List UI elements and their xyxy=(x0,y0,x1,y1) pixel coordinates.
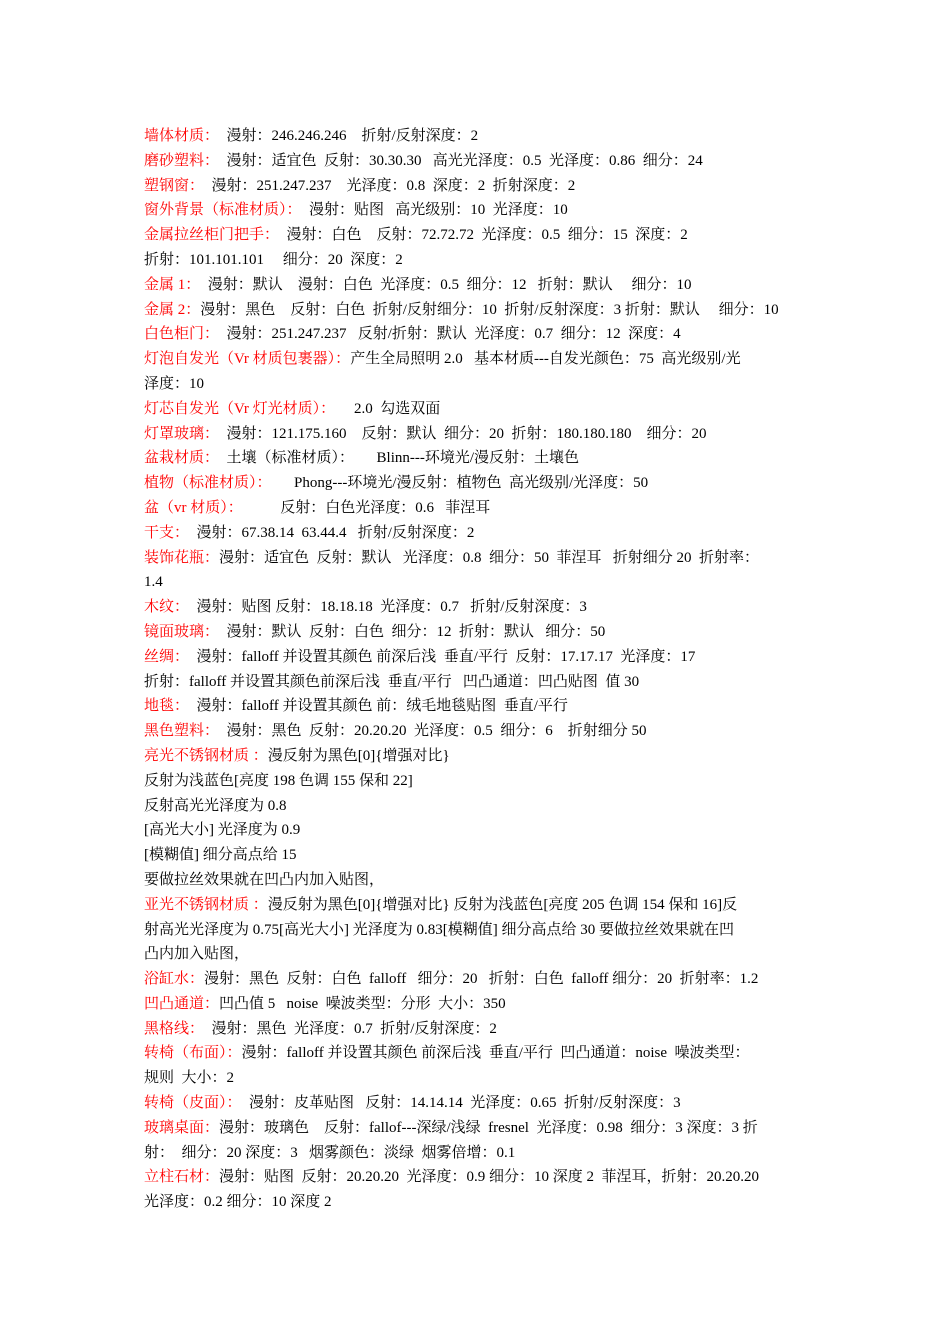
material-parameters: 漫射：251.247.237 反射/折射：默认 光泽度：0.7 细分：12 深度：4 xyxy=(219,326,681,343)
material-parameters: Phong---环境光/漫反射：植物色 高光级别/光泽度：50 xyxy=(271,475,649,492)
text-line xyxy=(144,124,810,149)
material-label: 立柱石材： xyxy=(144,1169,220,1186)
material-parameters: 反射：白色光泽度：0.6 菲涅耳 xyxy=(242,499,491,516)
material-parameters: 漫射：黑色 反射：白色 falloff 细分：20 折射：白色 falloff 细分：20 折射率：1.2 xyxy=(204,971,759,988)
material-label: 灯芯自发光（Vr 灯光材质）： xyxy=(144,400,336,417)
material-parameters: 折射：falloff 并设置其颜色前深后浅 垂直/平行 凹凸通道：凹凸贴图 值 30 xyxy=(144,673,640,690)
material-parameters: 凸内加入贴图， xyxy=(144,946,250,963)
text-line xyxy=(144,298,810,323)
document-body xyxy=(144,124,810,1215)
text-line xyxy=(144,496,810,521)
text-line xyxy=(144,1041,810,1066)
material-label: 玻璃桌面： xyxy=(144,1119,220,1136)
text-line xyxy=(144,992,810,1017)
material-parameters: 漫射：黑色 反射：20.20.20 光泽度：0.5 细分：6 折射细分 50 xyxy=(219,723,647,740)
material-parameters: 漫射：121.175.160 反射：默认 细分：20 折射：180.180.180 细分：20 xyxy=(219,425,707,442)
material-label: 盆栽材质： xyxy=(144,450,220,467)
material-label: 木纹： xyxy=(144,599,190,616)
material-label: 干支： xyxy=(144,524,190,541)
material-parameters: 漫射：67.38.14 63.44.4 折射/反射深度：2 xyxy=(189,524,475,541)
material-parameters: 漫射：玻璃色 反射：fallof---深绿/浅绿 fresnel 光泽度：0.98 细分：3 深度：3 折 xyxy=(219,1119,758,1136)
text-line xyxy=(144,397,810,422)
material-parameters: 漫射：falloff 并设置其颜色 前：绒毛地毯贴图 垂直/平行 xyxy=(189,698,568,715)
material-parameters: 漫反射为黑色[0]{增强对比} xyxy=(267,747,450,764)
text-line xyxy=(144,521,810,546)
material-parameters: 漫射：适宜色 反射：默认 光泽度：0.8 细分：50 菲涅耳 折射细分 20 折射率： xyxy=(219,549,760,566)
material-label: 装饰花瓶： xyxy=(144,549,220,566)
material-parameters: 反射为浅蓝色[亮度 198 色调 155 保和 22] xyxy=(144,772,413,789)
material-parameters: 漫射：黑色 光泽度：0.7 折射/反射深度：2 xyxy=(204,1020,497,1037)
text-line xyxy=(144,198,810,223)
text-line xyxy=(144,174,810,199)
text-line xyxy=(144,1017,810,1042)
text-line xyxy=(144,1165,810,1190)
material-parameters: 漫射：白色 反射：72.72.72 光泽度：0.5 细分：15 深度：2 xyxy=(279,227,688,244)
text-line xyxy=(144,248,810,273)
material-parameters: 要做拉丝效果就在凹凸内加入贴图， xyxy=(144,871,385,888)
text-line xyxy=(144,223,810,248)
material-parameters: 反射高光光泽度为 0.8 xyxy=(144,797,287,814)
text-line xyxy=(144,273,810,298)
material-parameters: 产生全局照明 2.0 基本材质---自发光颜色：75 高光级别/光 xyxy=(350,351,741,368)
material-parameters: 漫射：默认 反射：白色 细分：12 折射：默认 细分：50 xyxy=(219,623,606,640)
text-line xyxy=(144,149,810,174)
text-line xyxy=(144,918,810,943)
material-parameters: 漫射：适宜色 反射：30.30.30 高光光泽度：0.5 光泽度：0.86 细分：24 xyxy=(219,152,703,169)
material-parameters: 漫射：黑色 反射：白色 折射/反射细分：10 折射/反射深度：3 折射：默认 细分：10 xyxy=(200,301,779,318)
material-label: 白色柜门： xyxy=(144,326,220,343)
material-parameters: 漫射：贴图 反射：18.18.18 光泽度：0.7 折射/反射深度：3 xyxy=(189,599,587,616)
material-label: 墙体材质： xyxy=(144,128,220,144)
material-parameters: 漫射：皮革贴图 反射：14.14.14 光泽度：0.65 折射/反射深度：3 xyxy=(241,1095,681,1112)
text-line xyxy=(144,694,810,719)
text-line xyxy=(144,347,810,372)
text-line xyxy=(144,843,810,868)
material-parameters: [模糊值] 细分高点给 15 xyxy=(144,847,297,864)
material-parameters: 漫射：falloff 并设置其颜色 前深后浅 垂直/平行 凹凸通道：noise 噪波类型： xyxy=(241,1045,750,1062)
text-line xyxy=(144,595,810,620)
material-parameters: 漫射：贴图 高光级别：10 光泽度：10 xyxy=(301,202,568,219)
material-label: 黑色塑料： xyxy=(144,723,220,740)
material-parameters: 漫射：贴图 反射：20.20.20 光泽度：0.9 细分：10 深度 2 菲涅耳，折射：20.20.20 xyxy=(219,1169,760,1186)
material-label: 灯泡自发光（Vr 材质包裹器）： xyxy=(144,351,351,368)
text-line xyxy=(144,744,810,769)
text-line xyxy=(144,818,810,843)
material-parameters: 漫射：falloff 并设置其颜色 前深后浅 垂直/平行 反射：17.17.17 光泽度：17 xyxy=(189,648,696,665)
material-label: 地毯： xyxy=(144,698,190,715)
material-parameters: 1.4 xyxy=(144,574,163,591)
material-label: 转椅（布面）： xyxy=(144,1045,242,1062)
material-parameters: 凹凸值 5 noise 噪波类型：分形 大小：350 xyxy=(219,995,506,1012)
text-line xyxy=(144,471,810,496)
text-line xyxy=(144,322,810,347)
material-parameters: [高光大小] 光泽度为 0.9 xyxy=(144,822,301,839)
material-parameters: 2.0 勾选双面 xyxy=(335,400,441,417)
material-parameters: 漫反射为黑色[0]{增强对比} 反射为浅蓝色[亮度 205 色调 154 保和 16]反 xyxy=(267,896,738,913)
text-line xyxy=(144,794,810,819)
text-line xyxy=(144,868,810,893)
material-label: 丝绸： xyxy=(144,648,190,665)
text-line xyxy=(144,1190,810,1215)
material-label: 浴缸水： xyxy=(144,971,205,988)
material-label: 盆（vr 材质）： xyxy=(144,499,243,516)
material-parameters: 漫射：默认 漫射：白色 光泽度：0.5 细分：12 折射：默认 细分：10 xyxy=(200,276,692,293)
material-label: 磨砂塑料： xyxy=(144,152,220,169)
text-line xyxy=(144,1091,810,1116)
material-parameters: 折射：101.101.101 细分：20 深度：2 xyxy=(144,251,403,268)
text-line xyxy=(144,942,810,967)
material-label: 亮光不锈钢材质 ： xyxy=(144,747,268,764)
material-parameters: 漫射：251.247.237 光泽度：0.8 深度：2 折射深度：2 xyxy=(204,177,576,194)
material-parameters: 规则 大小：2 xyxy=(144,1070,235,1087)
material-label: 亚光不锈钢材质 ： xyxy=(144,896,268,913)
material-label: 凹凸通道： xyxy=(144,995,220,1012)
material-parameters: 土壤（标准材质）： Blinn---环境光/漫反射：土壤色 xyxy=(219,450,580,467)
material-parameters: 漫射：246.246.246 折射/反射深度：2 xyxy=(219,128,479,144)
text-line xyxy=(144,422,810,447)
material-parameters: 射高光光泽度为 0.75[高光大小] 光泽度为 0.83[模糊值] 细分高点给 30 要做拉丝效果就在凹 xyxy=(144,921,734,938)
text-line xyxy=(144,1116,810,1141)
text-line xyxy=(144,719,810,744)
material-parameters: 泽度：10 xyxy=(144,375,205,392)
material-label: 塑钢窗： xyxy=(144,177,205,194)
text-line xyxy=(144,893,810,918)
material-label: 转椅（皮面）： xyxy=(144,1095,242,1112)
text-line xyxy=(144,372,810,397)
material-label: 灯罩玻璃： xyxy=(144,425,220,442)
material-label: 金属 2： xyxy=(144,301,201,318)
material-label: 金属拉丝柜门把手： xyxy=(144,227,280,244)
text-line xyxy=(144,446,810,471)
material-label: 植物（标准材质）： xyxy=(144,475,272,492)
text-line xyxy=(144,645,810,670)
material-parameters: 光泽度：0.2 细分：10 深度 2 xyxy=(144,1194,332,1211)
material-label: 镜面玻璃： xyxy=(144,623,220,640)
material-label: 金属 1： xyxy=(144,276,201,293)
material-label: 窗外背景（标准材质）： xyxy=(144,202,302,219)
text-line xyxy=(144,670,810,695)
text-line xyxy=(144,620,810,645)
text-line xyxy=(144,1141,810,1166)
material-label: 黑格线： xyxy=(144,1020,205,1037)
material-parameters: 射： 细分：20 深度：3 烟雾颜色：淡绿 烟雾倍增：0.1 xyxy=(144,1144,516,1161)
text-line xyxy=(144,967,810,992)
text-line xyxy=(144,546,810,571)
text-line xyxy=(144,769,810,794)
text-line xyxy=(144,570,810,595)
text-line xyxy=(144,1066,810,1091)
